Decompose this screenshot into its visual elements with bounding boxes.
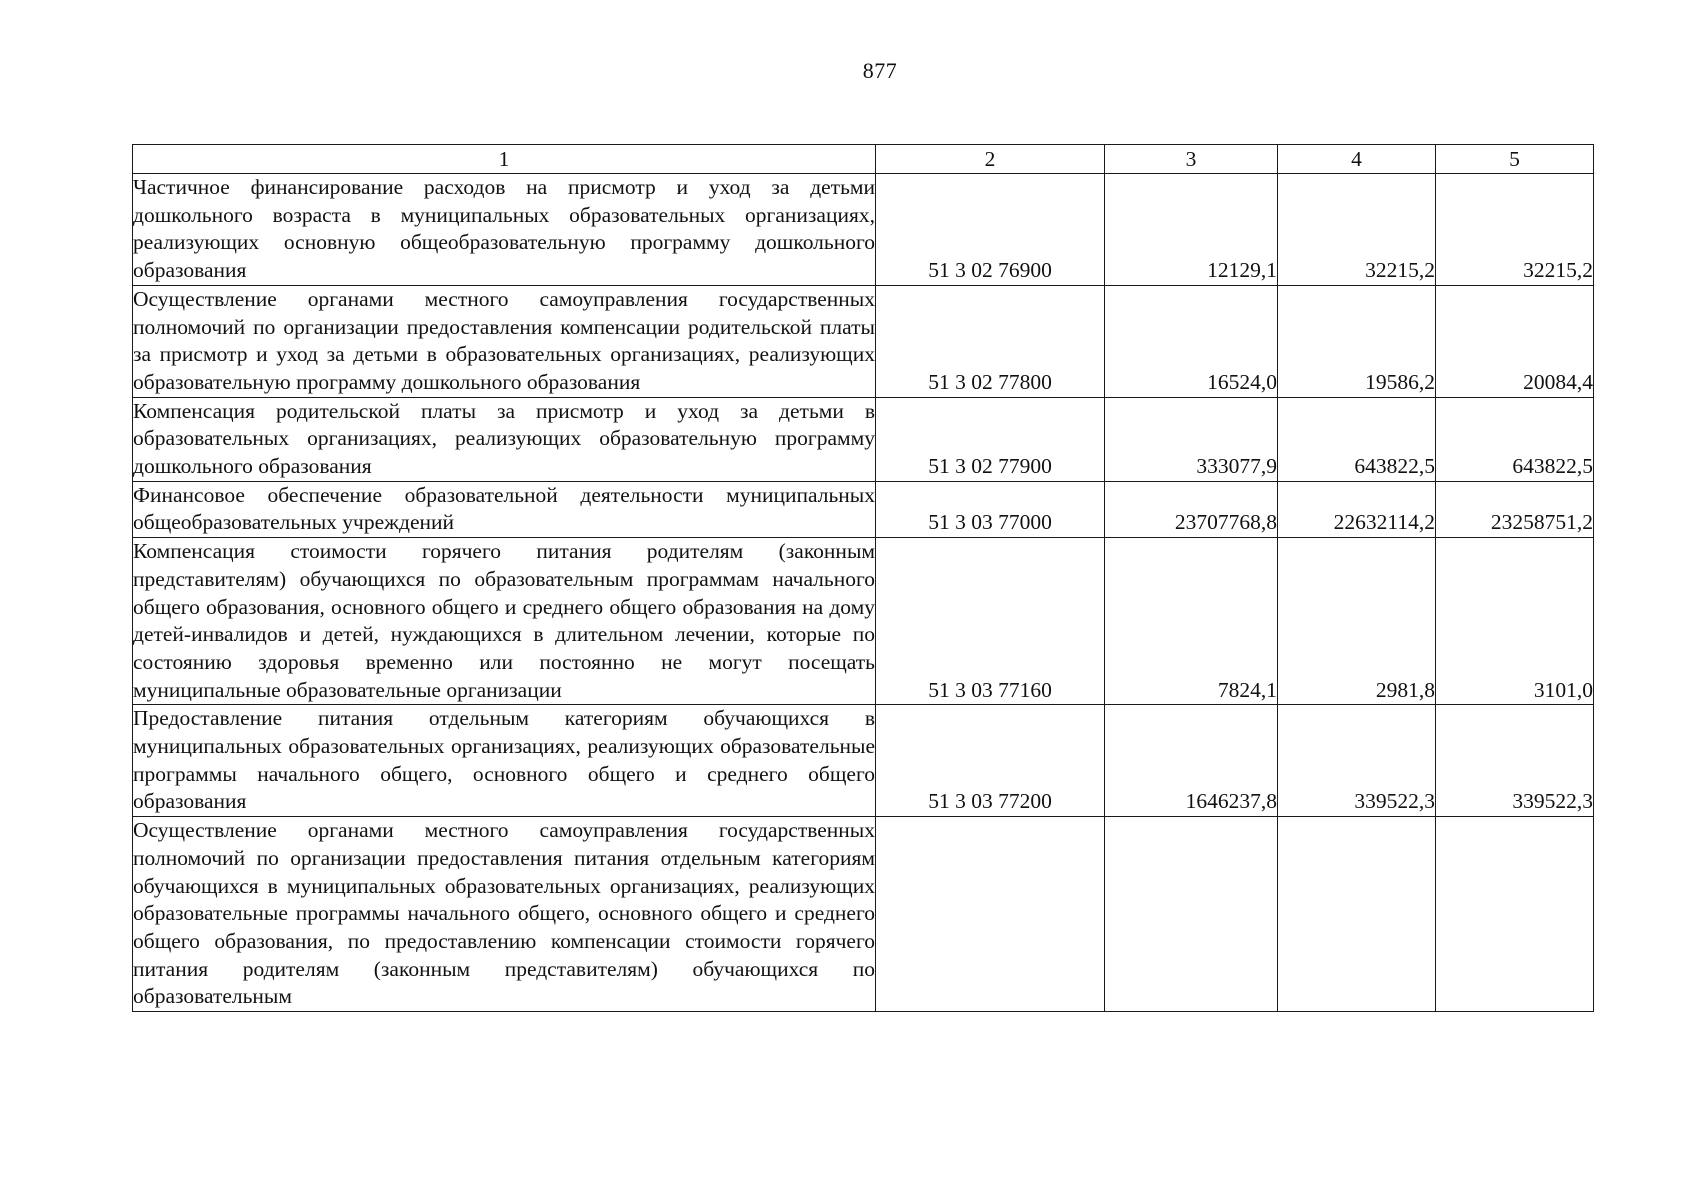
row-value-col3: 1646237,8	[1105, 705, 1278, 817]
row-value-col5: 20084,4	[1436, 285, 1594, 397]
row-value-col4: 339522,3	[1278, 705, 1436, 817]
column-header-4: 4	[1278, 145, 1436, 174]
row-code: 51 3 02 77900	[876, 397, 1105, 481]
row-description: Компенсация родительской платы за присмотр и уход за детьми в образовательных организациях, реализующих образовательную программу дошкольного образования	[133, 397, 876, 481]
row-value-col4	[1278, 817, 1436, 1012]
row-value-col5: 3101,0	[1436, 538, 1594, 705]
table-header-row	[133, 145, 1594, 174]
row-value-col3: 23707768,8	[1105, 481, 1278, 537]
row-code: 51 3 03 77000	[876, 481, 1105, 537]
table-row	[133, 817, 1594, 1012]
row-description: Осуществление органами местного самоуправления государственных полномочий по организации предоставления питания отдельным категориям обучающихся в муниципальных образовательных организациях, реализующих образовательные программы начального общего, основного общего и среднего общего образования, по предоставлению компенсации стоимости горячего питания родителям (законным представителям) обучающихся по образовательным	[133, 817, 876, 1012]
row-value-col4: 2981,8	[1278, 538, 1436, 705]
row-description: Частичное финансирование расходов на присмотр и уход за детьми дошкольного возраста в муниципальных образовательных организациях, реализующих основную общеобразовательную программу дошкольного образования	[133, 174, 876, 286]
row-value-col4: 19586,2	[1278, 285, 1436, 397]
column-header-3: 3	[1105, 145, 1278, 174]
row-value-col3: 16524,0	[1105, 285, 1278, 397]
row-code: 51 3 02 77800	[876, 285, 1105, 397]
row-value-col5: 339522,3	[1436, 705, 1594, 817]
row-description: Осуществление органами местного самоуправления государственных полномочий по организации предоставления компенсации родительской платы за присмотр и уход за детьми в образовательных организациях, реализующих образовательную программу дошкольного образования	[133, 285, 876, 397]
column-header-5: 5	[1436, 145, 1594, 174]
table-row	[133, 174, 1594, 286]
row-value-col5	[1436, 817, 1594, 1012]
row-value-col3	[1105, 817, 1278, 1012]
row-value-col4: 22632114,2	[1278, 481, 1436, 537]
row-value-col4: 32215,2	[1278, 174, 1436, 286]
table-row	[133, 538, 1594, 705]
row-value-col5: 32215,2	[1436, 174, 1594, 286]
column-header-1: 1	[133, 145, 876, 174]
table-row	[133, 397, 1594, 481]
table-row	[133, 705, 1594, 817]
row-value-col4: 643822,5	[1278, 397, 1436, 481]
row-code: 51 3 03 77160	[876, 538, 1105, 705]
row-value-col3: 12129,1	[1105, 174, 1278, 286]
row-value-col3: 7824,1	[1105, 538, 1278, 705]
budget-table	[132, 144, 1594, 1012]
row-description: Предоставление питания отдельным категориям обучающихся в муниципальных образовательных организациях, реализующих образовательные программы начального общего, основного общего и среднего общего образования	[133, 705, 876, 817]
row-description: Компенсация стоимости горячего питания родителям (законным представителям) обучающихся по образовательным программам начального общего образования, основного общего и среднего общего образования на дому детей-инвалидов и детей, нуждающихся в длительном лечении, которые по состоянию здоровья временно или постоянно не могут посещать муниципальные образовательные организации	[133, 538, 876, 705]
row-value-col5: 23258751,2	[1436, 481, 1594, 537]
row-code: 51 3 03 77200	[876, 705, 1105, 817]
page-number: 877	[862, 58, 898, 83]
row-value-col3: 333077,9	[1105, 397, 1278, 481]
row-code: 51 3 02 76900	[876, 174, 1105, 286]
row-code	[876, 817, 1105, 1012]
table-row	[133, 481, 1594, 537]
row-value-col5: 643822,5	[1436, 397, 1594, 481]
table-row	[133, 285, 1594, 397]
row-description: Финансовое обеспечение образовательной деятельности муниципальных общеобразовательных учреждений	[133, 481, 876, 537]
column-header-2: 2	[876, 145, 1105, 174]
